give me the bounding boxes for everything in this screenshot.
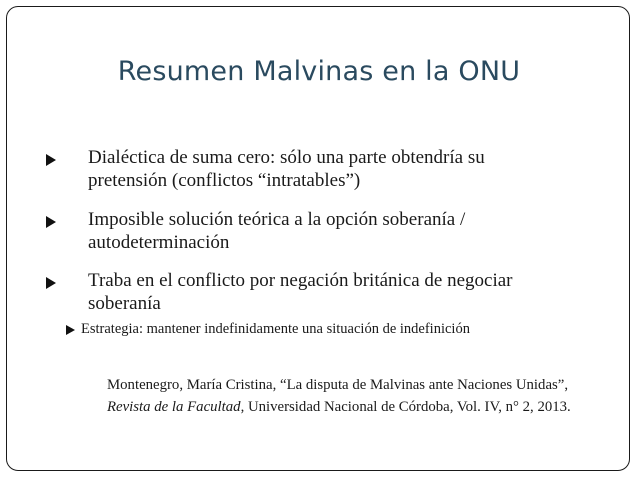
sub-bullet-item <box>66 320 586 338</box>
bullet-text-line: Traba en el conflicto por negación británica de negociar <box>88 270 513 291</box>
bullet-text-line: soberanía <box>88 293 161 314</box>
bullet-text-line: autodeterminación <box>88 232 230 253</box>
reference-citation <box>107 374 627 418</box>
bullet-arrow-icon <box>66 325 75 335</box>
bullet-item <box>46 146 566 192</box>
reference-journal: Revista de la Facultad <box>107 399 241 415</box>
bullet-text-line: Imposible solución teórica a la opción soberanía / <box>88 209 466 230</box>
bullet-arrow-icon <box>46 154 56 166</box>
bullet-item <box>46 208 566 254</box>
slide-title: Resumen Malvinas en la ONU <box>117 56 521 87</box>
reference-line-2 <box>107 396 627 418</box>
sub-bullet-text: Estrategia: mantener indefinidamente una situación de indefinición <box>81 321 470 337</box>
bullet-text-line: Dialéctica de suma cero: sólo una parte obtendría su <box>88 147 485 168</box>
reference-line-1: Montenegro, María Cristina, “La disputa de Malvinas ante Naciones Unidas”, <box>107 377 569 393</box>
bullet-arrow-icon <box>46 277 56 289</box>
bullet-item <box>46 269 566 315</box>
bullet-text-line: pretensión (conflictos “intratables”) <box>88 170 361 191</box>
reference-line-2-rest: , Universidad Nacional de Córdoba, Vol. IV, n° 2, 2013. <box>240 399 571 415</box>
bullet-arrow-icon <box>46 216 56 228</box>
